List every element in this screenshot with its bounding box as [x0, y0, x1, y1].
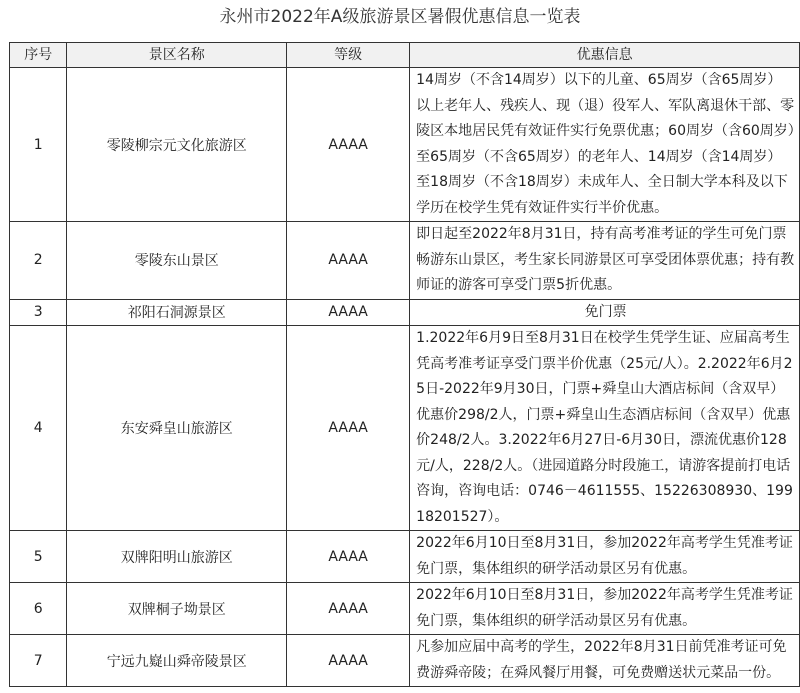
cell-no: 1	[10, 68, 67, 222]
cell-level: AAAA	[287, 531, 410, 583]
cell-no: 3	[10, 299, 67, 326]
cell-info: 免门票	[410, 299, 800, 326]
cell-info: 14周岁（不含14周岁）以下的儿童、65周岁（含65周岁）以上老年人、残疾人、现（退）役军人、军队离退休干部、零陵区本地居民凭有效证件实行免票优惠；60周岁（含60周岁）至65周岁（不含65周岁）的老年人、14周岁（含14周岁）至18周岁（不含18周岁）未成年人、全日制大学本科及以下学历在校学生凭有效证件实行半价优惠。	[410, 68, 800, 222]
cell-level: AAAA	[287, 583, 410, 635]
table-row	[10, 635, 800, 687]
table-row	[10, 583, 800, 635]
cell-level: AAAA	[287, 299, 410, 326]
table-row	[10, 326, 800, 531]
table-row	[10, 299, 800, 326]
cell-name: 祁阳石洞源景区	[67, 299, 287, 326]
header-name: 景区名称	[67, 43, 287, 68]
header-level: 等级	[287, 43, 410, 68]
table-row	[10, 222, 800, 300]
table-row	[10, 68, 800, 222]
header-info: 优惠信息	[410, 43, 800, 68]
table-header-row	[10, 43, 800, 68]
cell-info: 即日起至2022年8月31日，持有高考准考证的学生可免门票畅游东山景区，考生家长同游景区可享受团体票优惠；持有教师证的游客可享受门票5折优惠。	[410, 222, 800, 300]
cell-name: 零陵柳宗元文化旅游区	[67, 68, 287, 222]
discount-table-container	[9, 42, 800, 687]
cell-no: 7	[10, 635, 67, 687]
cell-no: 5	[10, 531, 67, 583]
cell-level: AAAA	[287, 326, 410, 531]
cell-no: 6	[10, 583, 67, 635]
cell-info: 2022年6月10日至8月31日，参加2022年高考学生凭准考证免门票，集体组织的研学活动景区另有优惠。	[410, 583, 800, 635]
cell-info: 2022年6月10日至8月31日，参加2022年高考学生凭准考证免门票，集体组织的研学活动景区另有优惠。	[410, 531, 800, 583]
cell-name: 双牌桐子坳景区	[67, 583, 287, 635]
cell-no: 4	[10, 326, 67, 531]
cell-name: 东安舜皇山旅游区	[67, 326, 287, 531]
discount-table	[9, 42, 800, 687]
cell-info: 1.2022年6月9日至8月31日在校学生凭学生证、应届高考生凭高考准考证享受门票半价优惠（25元/人）。2.2022年6月25日-2022年9月30日，门票+舜皇山大酒店标间（含双早）优惠价298/2人，门票+舜皇山生态酒店标间（含双早）优惠价248/2人。3.2022年6月27日-6月30日，漂流优惠价128元/人，228/2人。（进园道路分时段施工，请游客提前打电话咨询，咨询电话：0746－4611555、15226308930、19918201527）。	[410, 326, 800, 531]
page-title: 永州市2022年A级旅游景区暑假优惠信息一览表	[219, 7, 581, 27]
cell-level: AAAA	[287, 222, 410, 300]
cell-info: 凡参加应届中高考的学生，2022年8月31日前凭准考证可免费游舜帝陵；在舜风餐厅用餐，可免费赠送状元菜品一份。	[410, 635, 800, 687]
cell-name: 宁远九嶷山舜帝陵景区	[67, 635, 287, 687]
cell-name: 零陵东山景区	[67, 222, 287, 300]
header-no: 序号	[10, 43, 67, 68]
table-row	[10, 531, 800, 583]
cell-no: 2	[10, 222, 67, 300]
cell-name: 双牌阳明山旅游区	[67, 531, 287, 583]
cell-level: AAAA	[287, 68, 410, 222]
cell-level: AAAA	[287, 635, 410, 687]
